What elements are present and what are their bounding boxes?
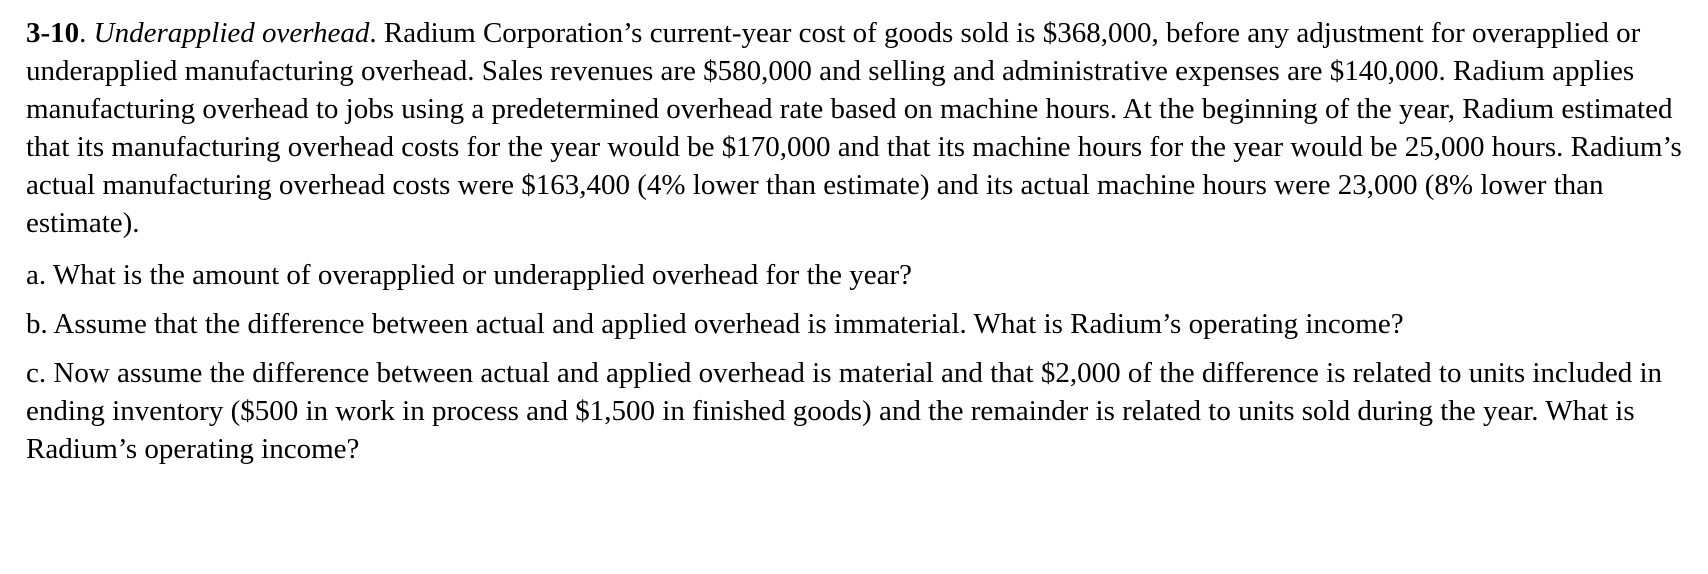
- question-a: a. What is the amount of overapplied or underapplied overhead for the year?: [26, 259, 913, 291]
- problem-topic: Underapplied overhead: [93, 17, 370, 49]
- question-c: c. Now assume the difference between actual and applied overhead is material and that $2,000 of the difference is related to units included in ending inventory ($500 in work in process and $1,500 in finished goods) and the remainder is related to units sold during the year. What is Radium’s operating income?: [26, 357, 1663, 465]
- problem-number: 3-10: [26, 17, 80, 49]
- problem-statement: [26, 14, 1686, 242]
- problem-document: [26, 14, 1686, 479]
- problem-body: Radium Corporation’s current-year cost of goods sold is $368,000, before any adjustment for overapplied or underapplied manufacturing overhead. Sales revenues are $580,000 and selling and administrative expenses are $140,000. Radium applies manufacturing overhead to jobs using a predetermined overhead rate based on machine hours. At the beginning of the year, Radium estimated that its manufacturing overhead costs for the year would be $170,000 and that its machine hours for the year would be 25,000 hours. Radium’s actual manufacturing overhead costs were $163,400 (4% lower than estimate) and its actual machine hours were 23,000 (8% lower than estimate).: [26, 17, 1682, 239]
- problem-number-suffix: .: [79, 17, 94, 49]
- question-b: b. Assume that the difference between actual and applied overhead is immaterial. What is Radium’s operating income?: [26, 308, 1404, 340]
- problem-topic-suffix: .: [369, 17, 384, 49]
